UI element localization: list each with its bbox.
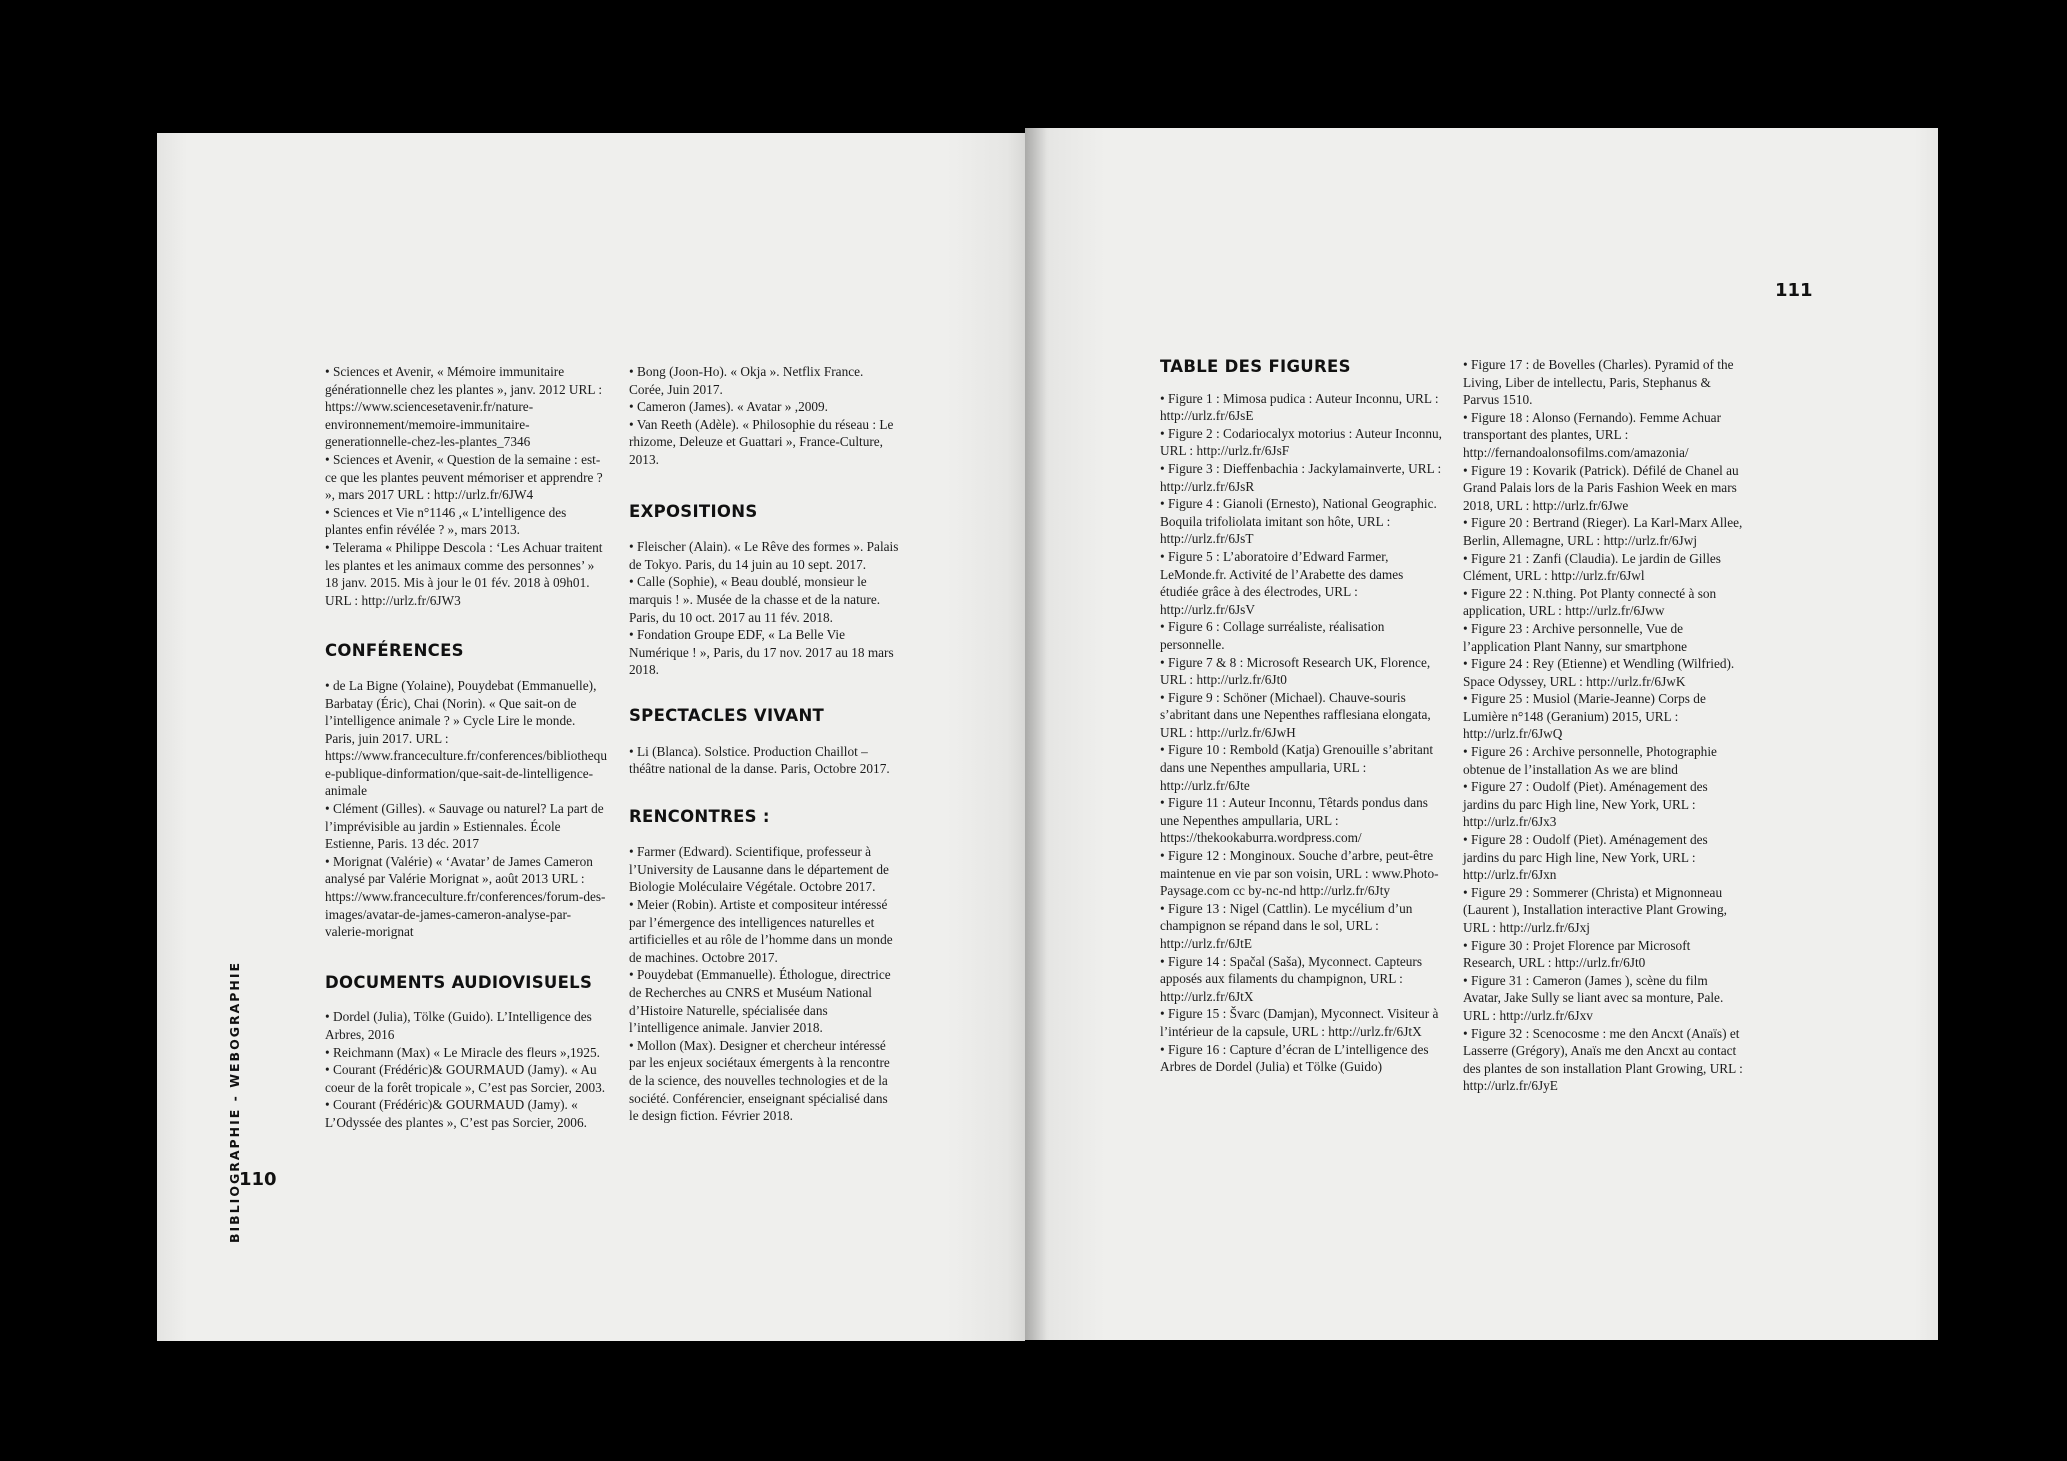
bibliography-entry: • Van Reeth (Adèle). « Philosophie du réseau : Le rhizome, Deleuze et Guattari », France-Culture, 2013. [629,416,894,467]
conferences-list [325,677,607,941]
figure-entry: • Figure 22 : N.thing. Pot Planty connecté à son application, URL : http://urlz.fr/6Jww [1463,585,1717,619]
figure-entry: • Figure 5 : L’aboratoire d’Edward Farmer, LeMonde.fr. Activité de l’Arabette des dames étudiée grâce à des électrodes, URL : http://urlz.fr/6JsV [1160,548,1404,617]
figure-entry: • Figure 27 : Oudolf (Piet). Aménagement des jardins du parc High line, New York, URL : http://urlz.fr/6Jx3 [1463,779,1708,830]
figure-entry: • Figure 30 : Projet Florence par Microsoft Research, URL : http://urlz.fr/6Jt0 [1463,937,1691,971]
section-heading-conferences: CONFÉRENCES [325,641,464,661]
left-column-1 [325,363,607,1132]
figure-entry: • Figure 26 : Archive personnelle, Photographie obtenue de l’installation As we are blind [1463,744,1717,777]
figure-entry: • Figure 23 : Archive personnelle, Vue de l’application Plant Nanny, sur smartphone [1463,620,1688,654]
bibliography-entry: • Calle (Sophie), « Beau doublé, monsieur le marquis ! ». Musée de la chasse et de la nature. Paris, du 10 oct. 2017 au 11 fév. 2018. [629,574,881,625]
figure-entry: • Figure 10 : Rembold (Katja) Grenouille s’abritant dans une Nepenthes ampullaria, URL : http://urlz.fr/6Jte [1160,742,1434,793]
section-heading-table-des-figures: TABLE DES FIGURES [1160,357,1351,376]
bibliography-entry: • Pouydebat (Emmanuelle). Éthologue, directrice de Recherches au CNRS et Muséum National d’Histoire Naturelle, spécialisée dans l’intelligence animale. Janvier 2018. [629,967,891,1036]
bibliography-entry: • Dordel (Julia), Tölke (Guido). L’Intelligence des Arbres, 2016 [325,1009,592,1042]
bibliography-entry: • Fondation Groupe EDF, « La Belle Vie Numérique ! », Paris, du 17 nov. 2017 au 18 mars 2018. [629,627,894,678]
figure-entry: • Figure 11 : Auteur Inconnu, Têtards pondus dans une Nepenthes ampullaria, URL : https://thekookaburra.wordpress.com/ [1160,795,1428,846]
bibliography-entry: • Courant (Frédéric)& GOURMAUD (Jamy). « L’Odyssée des plantes », C’est pas Sorcier, 2006. [325,1097,587,1130]
vertical-section-label: BIBLIOGRAPHIE - WEBOGRAPHIE [227,960,242,1243]
right-page [1025,128,1938,1340]
gutter-shadow [1025,128,1047,1340]
bibliography-entry: • Fleischer (Alain). « Le Rêve des formes ». Palais de Tokyo. Paris, du 14 juin au 10 sept. 2017. [629,539,899,572]
figure-entry: • Figure 13 : Nigel (Cattlin). Le mycélium d’un champignon se répand dans le sol, URL : http://urlz.fr/6JtE [1160,900,1413,951]
figure-entry: • Figure 17 : de Bovelles (Charles). Pyramid of the Living, Liber de intellectu, Paris, Stephanus & Parvus 1510. [1463,357,1734,408]
figure-entry: • Figure 14 : Spačal (Saša), Myconnect. Capteurs apposés aux filaments du champignon, URL : http://urlz.fr/6JtX [1160,953,1423,1004]
bibliography-entry: • Reichmann (Max) « Le Miracle des fleurs »,1925. [325,1044,600,1060]
figure-entry: • Figure 3 : Dieffenbachia : Jackylamainverte, URL : http://urlz.fr/6JsR [1160,460,1442,494]
figure-entry: • Figure 21 : Zanfi (Claudia). Le jardin de Gilles Clément, URL : http://urlz.fr/6Jwl [1463,550,1721,584]
right-column-1 [1160,358,1445,1076]
bibliography-entry: • Bong (Joon-Ho). « Okja ». Netflix France. Corée, Juin 2017. [629,364,864,397]
figure-entry: • Figure 20 : Bertrand (Rieger). La Karl-Marx Allee, Berlin, Allemagne, URL : http://urlz.fr/6Jwj [1463,515,1743,548]
figure-entry: • Figure 31 : Cameron (James ), scène du film Avatar, Jake Sully se liant avec sa monture, Pale. URL : http://urlz.fr/6Jxv [1463,972,1724,1023]
figure-entry: • Figure 7 & 8 : Microsoft Research UK, Florence, URL : http://urlz.fr/6Jt0 [1160,654,1431,688]
bibliography-entry: • Courant (Frédéric)& GOURMAUD (Jamy). « Au coeur de la forêt tropicale », C’est pas Sorcier, 2003. [325,1062,606,1095]
figure-entry: • Figure 28 : Oudolf (Piet). Aménagement des jardins du parc High line, New York, URL : http://urlz.fr/6Jxn [1463,832,1708,883]
page-number-right: 111 [1775,280,1813,301]
section-heading-expositions: EXPOSITIONS [629,501,758,521]
figure-entry: • Figure 15 : Švarc (Damjan), Myconnect. Visiteur à l’intérieur de la capsule, URL : http://urlz.fr/6JtX [1160,1006,1439,1039]
bibliography-entry: • Sciences et Vie n°1146 ,« L’intelligence des plantes enfin révélée ? », mars 2013. [325,504,567,538]
figure-entry: • Figure 32 : Scenocosme : me den Ancxt (Anaïs) et Lasserre (Grégory), Anaïs me den Ancxt au contact des plantes de son installation Plant Growing, URL : http://urlz.fr/6JyE [1463,1025,1743,1094]
bibliography-entry: • Morignat (Valérie) « ‘Avatar’ de James Cameron analysé par Valérie Morignat », août 2013 URL : https://www.franceculture.fr/conferences/forum-des-images/avatar-de-james-cameron-analyse-par-valerie-morignat [325,853,606,940]
figure-entry: • Figure 19 : Kovarik (Patrick). Défilé de Chanel au Grand Palais lors de la Paris Fashion Week en mars 2018, URL : http://urlz.fr/6Jwe [1463,462,1739,513]
figure-entry: • Figure 1 : Mimosa pudica : Auteur Inconnu, URL : http://urlz.fr/6JsE [1160,390,1439,424]
figure-entry: • Figure 12 : Monginoux. Souche d’arbre, peut-être maintenue en vie par son voisin, URL : www.Photo-Paysage.com cc by-nc-nd http://urlz.fr/6Jty [1160,848,1439,899]
left-column-2 [629,363,899,1125]
section-heading-spectacles-vivant: SPECTACLES VIVANT [629,705,825,725]
section-heading-documents-audiovisuels: DOCUMENTS AUDIOVISUELS [325,972,593,992]
bibliography-entry: • Li (Blanca). Solstice. Production Chaillot – théâtre national de la danse. Paris, Octobre 2017. [629,743,890,777]
figure-entry: • Figure 9 : Schöner (Michael). Chauve-souris s’abritant dans une Nepenthes rafflesiana elongata, URL : http://urlz.fr/6JwH [1160,689,1431,740]
bibliography-entry: • Farmer (Edward). Scientifique, professeur à l’University de Lausanne dans le département de Biologie Moléculaire Végétale. Octobre 2017. [629,844,889,895]
page-number-left: 110 [239,1169,277,1190]
figure-entry: • Figure 29 : Sommerer (Christa) et Mignonneau (Laurent ), Installation interactive Plant Growing, URL : http://urlz.fr/6Jxj [1463,884,1728,935]
section-heading-rencontres: RENCONTRES : [629,806,770,826]
figures-list [1463,356,1743,1095]
figure-entry: • Figure 2 : Codariocalyx motorius : Auteur Inconnu, URL : http://urlz.fr/6JsF [1160,425,1443,459]
intro-list [629,363,899,469]
right-column-2 [1463,356,1743,1095]
figure-entry: • Figure 18 : Alonso (Fernando). Femme Achuar transportant des plantes, URL : http://fernandoalonsofilms.com/amazonia/ [1463,409,1721,460]
intro-list [325,363,607,609]
bibliography-entry: • Meier (Robin). Artiste et compositeur intéressé par l’émergence des intelligences naturelles et artificielles et au rôle de l’homme dans un monde de machines. Octobre 2017. [629,897,893,965]
bibliography-entry: • Sciences et Avenir, « Question de la semaine : est-ce que les plantes peuvent mémoriser et apprendre ? », mars 2017 URL : http://urlz.fr/6JW4 [325,451,603,503]
figure-entry: • Figure 24 : Rey (Etienne) et Wendling (Wilfried). Space Odyssey, URL : http://urlz.fr/6JwK [1463,656,1735,689]
documents-list [325,1008,607,1131]
expositions-list [629,538,899,679]
figure-entry: • Figure 6 : Collage surréaliste, réalisation personnelle. [1160,619,1385,652]
bibliography-entry: • de La Bigne (Yolaine), Pouydebat (Emmanuelle), Barbatay (Éric), Chai (Norin). « Que sait-on de l’intelligence animale ? » Cycle Lire le monde. Paris, juin 2017. URL : https://www.franceculture.fr/conferences/bibliotheque-publique-dinformation/que-sait-de-lintelligence-animale [325,677,607,799]
left-page [157,133,1025,1341]
figure-entry: • Figure 4 : Gianoli (Ernesto), National Geographic. Boquila trifoliolata imitant son hôte, URL : http://urlz.fr/6JsT [1160,496,1437,547]
bibliography-entry: • Mollon (Max). Designer et chercheur intéressé par les enjeux sociétaux émergents à la rencontre de la science, des nouvelles technologies et de la société. Conférencier, enseignant spécialisé dans le design fiction. Février 2018. [629,1037,890,1124]
rencontres-list [629,843,899,1125]
figure-entry: • Figure 16 : Capture d’écran de L’intelligence des Arbres de Dordel (Julia) et Tölke (Guido) [1160,1041,1429,1075]
figures-list [1160,390,1445,1076]
bibliography-entry: • Cameron (James). « Avatar » ,2009. [629,399,829,415]
bibliography-entry: • Clément (Gilles). « Sauvage ou naturel? La part de l’imprévisible au jardin » Estiennales. École Estienne, Paris. 13 déc. 2017 [325,801,604,852]
spectacles-list [629,743,899,778]
figure-entry: • Figure 25 : Musiol (Marie-Jeanne) Corps de Lumière n°148 (Geranium) 2015, URL : http://urlz.fr/6JwQ [1463,691,1706,742]
bibliography-entry: • Sciences et Avenir, « Mémoire immunitaire générationnelle chez les plantes », janv. 2012 URL : https://www.sciencesetavenir.fr/nature-environnement/memoire-immunitaire-generationnelle-chez-les-plantes_7346 [325,364,603,450]
bibliography-entry: • Telerama « Philippe Descola : ‘Les Achuar traitent les plantes et les animaux comme des personnes’ » 18 janv. 2015. Mis à jour le 01 fév. 2018 à 09h01. URL : http://urlz.fr/6JW3 [325,539,603,608]
